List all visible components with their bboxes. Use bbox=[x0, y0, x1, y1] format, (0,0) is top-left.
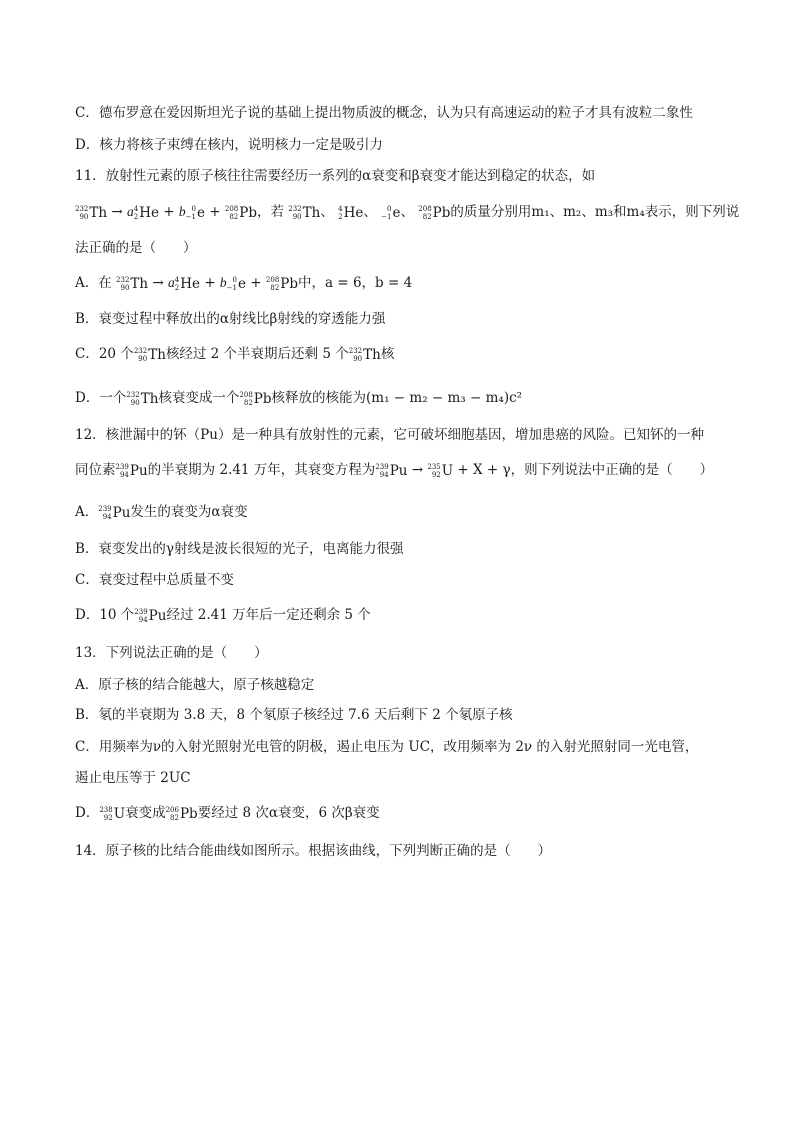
q12-stem-line2: 同位素 239 94 Pu 的半衰期为 2.41 万年，其衰变方程为 239 94 Pu → 235 92 U + X + γ，则下列说法中正确的是（ ） bbox=[75, 462, 714, 479]
q10-option-d: D．核力将核子束缚在核内，说明核力一定是吸引力 bbox=[75, 137, 383, 153]
q13-option-a: A．原子核的结合能越大，原子核越稳定 bbox=[75, 677, 315, 693]
q13-option-d: D． 238 92 U 衰变成 206 82 Pb 要经过 8 次α衰变，6 次β衰变 bbox=[75, 805, 380, 822]
q10-option-c: C．德布罗意在爱因斯坦光子说的基础上提出物质波的概念，认为只有高速运动的粒子才具有波粒二象性 bbox=[75, 105, 693, 121]
q12-option-a: A． 239 94 Pu 发生的衰变为α衰变 bbox=[75, 504, 248, 521]
q13-option-c-line1: C．用频率为ν的入射光照射光电管的阴极，遏止电压为 UC，改用频率为 2ν 的入射光照射同一光电管， bbox=[75, 739, 699, 755]
q12-option-b: B．衰变发出的γ射线是波长很短的光子，电离能力很强 bbox=[75, 541, 404, 557]
q11-stem-line3: 法正确的是（ ） bbox=[75, 240, 197, 256]
q13-stem: 13．下列说法正确的是（ ） bbox=[75, 645, 268, 661]
q11-stem-line1: 11．放射性元素的原子核往往需要经历一系列的α衰变和β衰变才能达到稳定的状态，如 bbox=[75, 168, 596, 184]
q13-option-b: B．氡的半衰期为 3.8 天，8 个氡原子核经过 7.6 天后剩下 2 个氡原子核 bbox=[75, 707, 513, 723]
q11-option-c: C．20 个 232 90 Th 核经过 2 个半衰期后还剩 5 个 232 90 Th 核 bbox=[75, 346, 395, 363]
q12-stem-line1: 12．核泄漏中的钚（Pu）是一种具有放射性的元素，它可破坏细胞基因，增加患癌的风险。已知钚的一种 bbox=[75, 427, 704, 443]
q13-option-c-line2: 遏止电压等于 2UC bbox=[75, 770, 191, 786]
q11-option-b: B．衰变过程中释放出的α射线比β射线的穿透能力强 bbox=[75, 311, 386, 327]
q12-option-c: C．衰变过程中总质量不变 bbox=[75, 572, 234, 588]
q12-option-d: D．10 个 239 94 Pu 经过 2.41 万年后一定还剩余 5 个 bbox=[75, 607, 371, 624]
q14-stem: 14．原子核的比结合能曲线如图所示。根据该曲线，下列判断正确的是（ ） bbox=[75, 843, 552, 859]
q11-option-d: D．一个 232 90 Th 核衰变成一个 208 82 Pb 核释放的核能为(m₁ − m₂ − m₃ − m₄)c² bbox=[75, 390, 523, 407]
q11-option-a: A．在 232 90 Th → a 4 2 He + b 0 −1 e + 208 82 Pb 中，a = 6，b = 4 bbox=[75, 275, 413, 292]
q11-stem-line2: 232 90 Th → a 4 2 He + b 0 −1 e + 208 82 Pb ，若 232 90 Th 、 4 2 He 、 0 −1 e 、 208 82 Pb 的质量分别用m₁、m₂、m₃和m₄表示，则下列说 bbox=[75, 204, 740, 221]
nuclide-th232: 232 90 Th bbox=[75, 204, 108, 221]
